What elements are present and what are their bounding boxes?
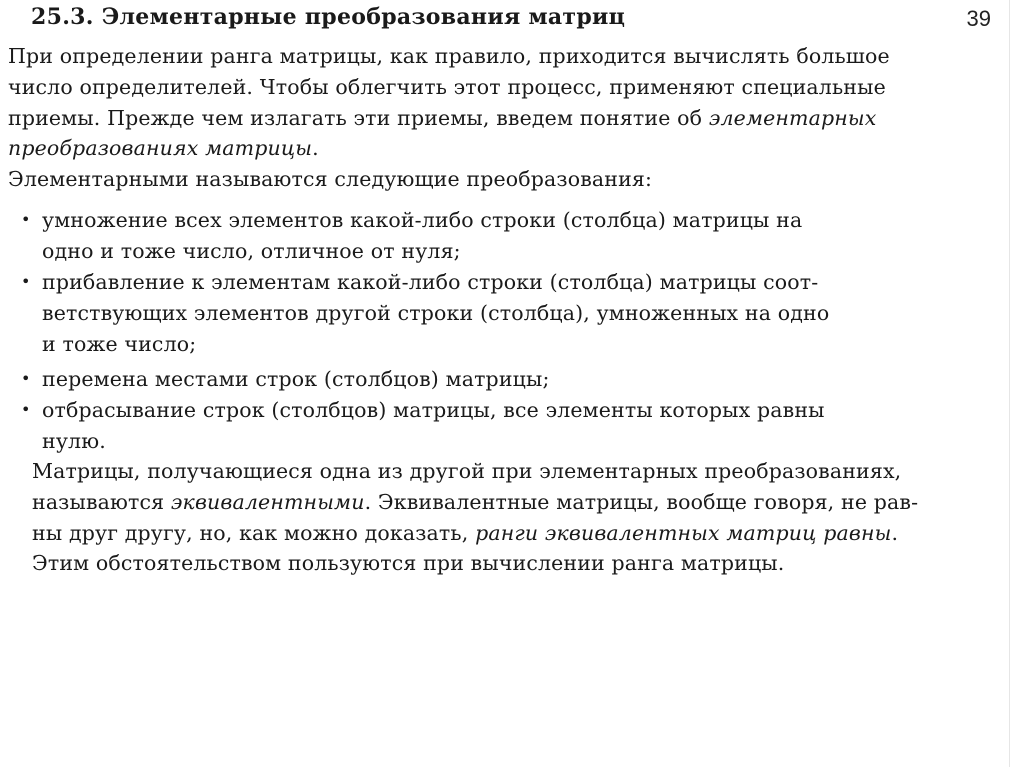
intro-line-4: [8, 133, 978, 164]
conclusion-paragraph: [32, 456, 992, 579]
conclusion-line-3-emphasis: ранги эквивалентных матриц равны: [475, 520, 892, 545]
conclusion-line-2-b: . Эквивалентные матрицы, вообще говоря, не рав-: [364, 489, 919, 514]
page-number: 39: [966, 6, 991, 31]
slide-edge: [1009, 0, 1010, 767]
intro-line-4-end: .: [312, 136, 319, 161]
intro-line-1: При определении ранга матрицы, как правило, приходится вычислять большое: [8, 44, 890, 68]
bullet-item-2: [42, 267, 922, 359]
bullet-2-dot: •: [21, 272, 31, 291]
bullet-3-line-1: перемена местами строк (столбцов) матрицы;: [42, 367, 550, 391]
bullet-4-dot: •: [21, 400, 31, 419]
bullet-2-line-3: и тоже число;: [42, 331, 197, 356]
bullet-1-line-1: умножение всех элементов какой-либо строки (столбца) матрицы на: [42, 208, 803, 232]
conclusion-line-3: [32, 518, 992, 549]
conclusion-line-4: Этим обстоятельством пользуются при вычислении ранга матрицы.: [32, 551, 785, 576]
conclusion-line-2-a: называются: [32, 489, 171, 514]
bullet-2-line-2: ветствующих элементов другой строки (столбца), умноженных на одно: [42, 300, 830, 325]
conclusion-line-3-a: ны друг другу, но, как можно доказать,: [32, 520, 476, 545]
intro-line-3-text: приемы. Прежде чем излагать эти приемы, введем понятие об: [8, 105, 709, 130]
bullet-4-line-2: нулю.: [42, 428, 106, 453]
bullet-item-1: [42, 205, 922, 267]
bullet-3-dot: •: [21, 369, 31, 388]
conclusion-line-2: [32, 487, 992, 518]
bullet-item-3: [42, 364, 922, 395]
intro-line-5: Элементарными называются следующие преобразования:: [8, 167, 653, 192]
bullet-2-line-1: прибавление к элементам какой-либо строки (столбца) матрицы соот-: [42, 270, 819, 294]
conclusion-line-3-end: .: [891, 520, 899, 545]
section-title: 25.3. Элементарные преобразования матриц: [31, 4, 626, 30]
conclusion-line-2-emphasis: эквивалентными: [170, 489, 365, 514]
intro-line-3-emphasis: элементарных: [708, 105, 877, 130]
conclusion-line-1: Матрицы, получающиеся одна из другой при элементарных преобразованиях,: [32, 459, 902, 483]
bullet-4-line-1: отбрасывание строк (столбцов) матрицы, все элементы которых равны: [42, 398, 825, 422]
bullet-1-dot: •: [21, 210, 31, 229]
intro-paragraph: [8, 41, 978, 195]
intro-line-2: число определителей. Чтобы облегчить этот процесс, применяют специальные: [8, 74, 886, 99]
bullet-1-line-2: одно и тоже число, отличное от нуля;: [42, 238, 461, 263]
bullet-item-4: [42, 395, 922, 457]
intro-line-3: [8, 103, 978, 134]
intro-line-4-emphasis: преобразованиях матрицы: [8, 136, 313, 161]
